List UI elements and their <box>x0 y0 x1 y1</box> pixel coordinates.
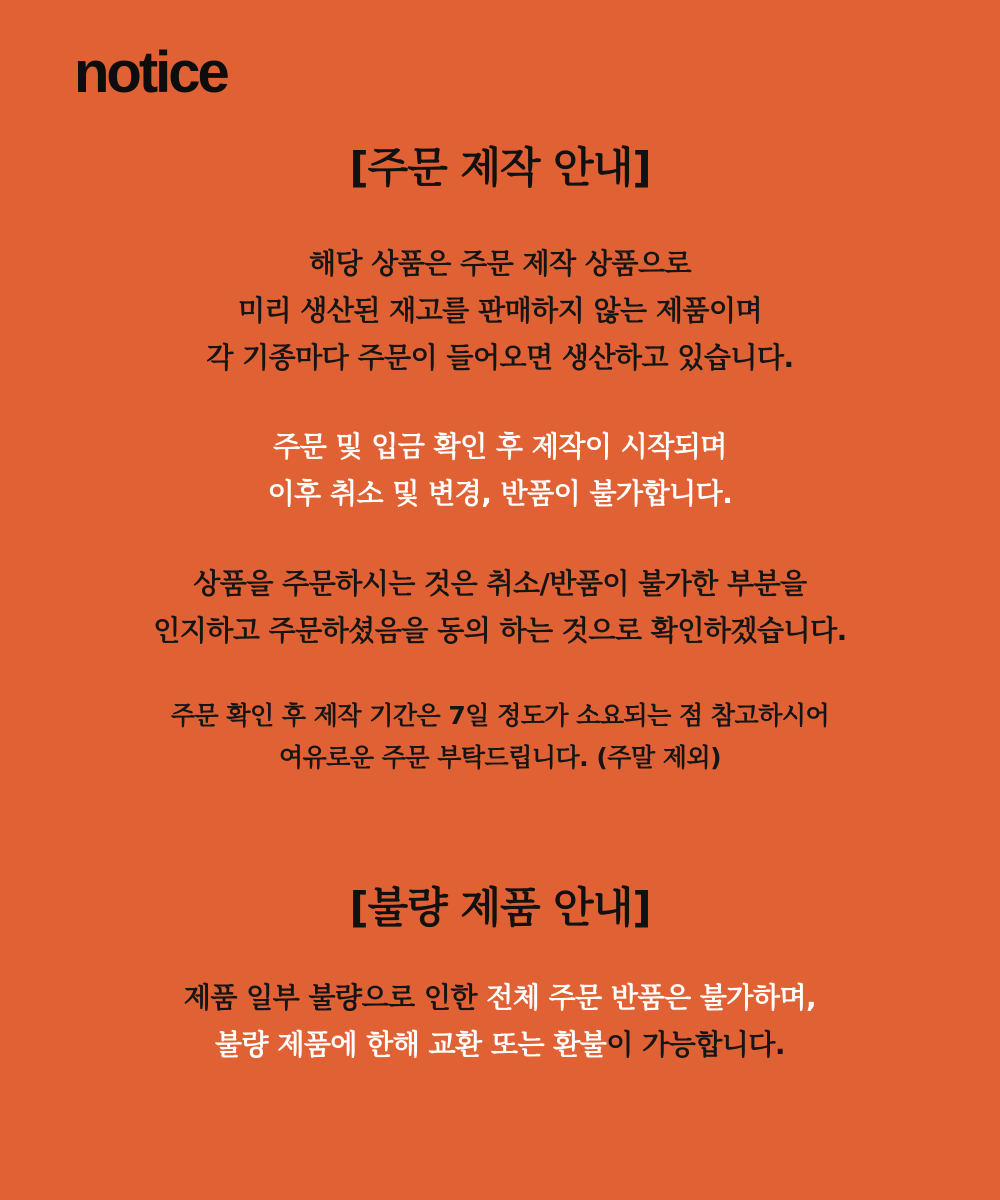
text-line: 여유로운 주문 부탁드립니다. (주말 제외) <box>278 743 722 772</box>
highlighted-text-segment: 전체 주문 반품은 불가하며, <box>486 981 817 1014</box>
order-section-heading: [주문 제작 안내] <box>349 143 651 192</box>
order-paragraph-4 <box>0 695 1000 779</box>
order-paragraph-1 <box>0 240 1000 381</box>
text-line: 해당 상품은 주문 제작 상품으로 <box>308 247 692 280</box>
text-line <box>0 974 1000 1021</box>
text-segment: 제품 일부 불량으로 인한 <box>183 981 487 1014</box>
text-line: 각 기종마다 주문이 들어오면 생산하고 있습니다. <box>206 341 794 374</box>
text-line: 인지하고 주문하셨음을 동의 하는 것으로 확인하겠습니다. <box>153 614 847 647</box>
defect-paragraph <box>0 974 1000 1068</box>
text-line: 주문 확인 후 제작 기간은 7일 정도가 소요되는 점 참고하시어 <box>170 701 830 730</box>
text-line: 상품을 주문하시는 것은 취소/반품이 불가한 부분을 <box>193 567 807 600</box>
text-line: 주문 및 입금 확인 후 제작이 시작되며 <box>273 430 727 463</box>
notice-logo: notice <box>74 40 227 105</box>
text-line: 미리 생산된 재고를 판매하지 않는 제품이며 <box>237 294 763 327</box>
text-segment: 이 가능합니다. <box>606 1028 786 1061</box>
order-paragraph-2 <box>0 423 1000 517</box>
highlighted-text-segment: 불량 제품에 한해 교환 또는 환불 <box>214 1028 607 1061</box>
defect-section-heading: [불량 제품 안내] <box>349 883 651 932</box>
order-paragraph-3 <box>0 560 1000 654</box>
text-line <box>0 1021 1000 1068</box>
text-line: 이후 취소 및 변경, 반품이 불가합니다. <box>267 477 733 510</box>
